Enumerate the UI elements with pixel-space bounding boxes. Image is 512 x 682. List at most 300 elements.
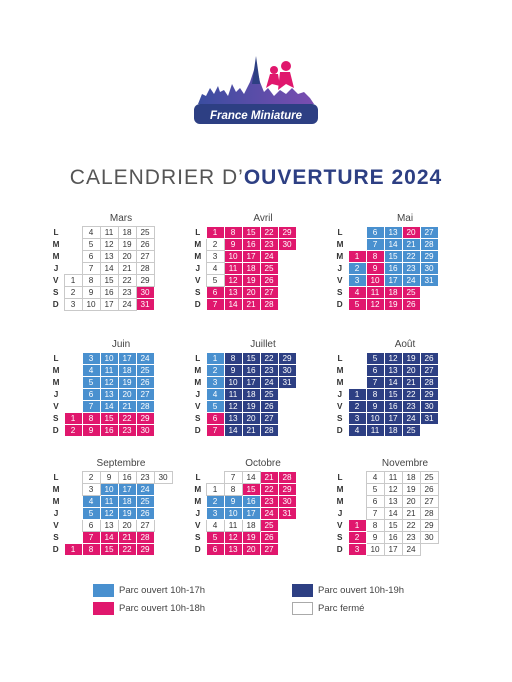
day-cell: 1: [348, 520, 366, 532]
week-row: [48, 472, 172, 484]
day-cell: 24: [260, 251, 278, 263]
day-cell: 26: [260, 532, 278, 544]
legend-swatch: [93, 602, 114, 615]
week-row: [190, 287, 296, 299]
week-row: [48, 389, 154, 401]
day-cell: 9: [366, 532, 384, 544]
day-cell: [348, 239, 366, 251]
weekday-label: D: [52, 426, 59, 435]
day-cell: [64, 472, 82, 484]
day-cell: 28: [420, 508, 438, 520]
day-cell: [64, 377, 82, 389]
day-cell: 26: [420, 353, 438, 365]
day-cell: 30: [420, 401, 438, 413]
day-cell: 2: [82, 472, 100, 484]
day-cell: [278, 299, 296, 311]
day-cell: 10: [100, 353, 118, 365]
day-cell: [278, 520, 296, 532]
day-cell: 4: [206, 520, 224, 532]
day-cell: 24: [136, 484, 154, 496]
legend-pink: Parc ouvert 10h-18h: [93, 602, 205, 615]
day-cell: 21: [118, 401, 136, 413]
day-cell: 15: [242, 484, 260, 496]
legend-swatch: [292, 602, 313, 615]
day-cell: 6: [366, 227, 384, 239]
day-cell: 7: [82, 532, 100, 544]
day-cell: [348, 353, 366, 365]
day-cell: 9: [224, 365, 242, 377]
month-name: Mars: [109, 213, 133, 224]
day-cell: 9: [100, 472, 118, 484]
day-cell: 8: [82, 275, 100, 287]
day-cell: 17: [242, 377, 260, 389]
day-cell: 13: [384, 496, 402, 508]
day-cell: 10: [224, 251, 242, 263]
day-cell: 31: [278, 508, 296, 520]
weekday-label: L: [337, 228, 343, 237]
day-cell: 17: [384, 275, 402, 287]
day-cell: [64, 263, 82, 275]
day-cell: 26: [136, 239, 154, 251]
day-cell: 16: [242, 239, 260, 251]
day-cell: 14: [384, 239, 402, 251]
day-cell: 15: [384, 520, 402, 532]
weekday-label: S: [195, 533, 201, 542]
day-cell: 27: [136, 389, 154, 401]
week-row: [190, 251, 296, 263]
week-row: [332, 413, 438, 425]
day-cell: 10: [366, 413, 384, 425]
day-cell: 4: [82, 496, 100, 508]
day-cell: 30: [136, 425, 154, 437]
day-cell: 13: [100, 520, 118, 532]
day-cell: 15: [242, 227, 260, 239]
week-row: [48, 299, 154, 311]
day-cell: 6: [366, 496, 384, 508]
day-cell: 22: [260, 484, 278, 496]
week-row: [190, 532, 296, 544]
week-row: [190, 520, 296, 532]
day-cell: 18: [118, 365, 136, 377]
week-row: [48, 287, 154, 299]
week-row: [48, 532, 172, 544]
day-cell: 10: [224, 377, 242, 389]
day-cell: 8: [224, 484, 242, 496]
day-cell: 23: [260, 365, 278, 377]
day-cell: 11: [100, 227, 118, 239]
day-cell: 23: [260, 239, 278, 251]
day-cell: 31: [420, 275, 438, 287]
day-cell: 11: [366, 425, 384, 437]
week-row: [48, 365, 154, 377]
day-cell: 8: [366, 251, 384, 263]
day-cell: 25: [136, 227, 154, 239]
month-name: Juin: [111, 339, 131, 350]
day-cell: 29: [420, 251, 438, 263]
day-cell: 27: [136, 251, 154, 263]
day-cell: 10: [366, 544, 384, 556]
week-row: [332, 365, 438, 377]
day-cell: 1: [64, 544, 82, 556]
week-row: [332, 353, 438, 365]
day-cell: 17: [384, 413, 402, 425]
day-cell: 2: [348, 263, 366, 275]
week-row: [190, 472, 296, 484]
day-cell: 3: [64, 299, 82, 311]
day-cell: 18: [242, 520, 260, 532]
day-cell: 16: [384, 532, 402, 544]
week-row: [332, 287, 438, 299]
day-cell: 20: [242, 544, 260, 556]
day-cell: 13: [100, 251, 118, 263]
day-cell: 21: [118, 532, 136, 544]
day-cell: 27: [260, 287, 278, 299]
day-cell: 9: [224, 239, 242, 251]
weekday-label: S: [337, 533, 343, 542]
day-cell: 8: [82, 544, 100, 556]
day-cell: 13: [384, 365, 402, 377]
day-cell: 28: [136, 401, 154, 413]
weekday-label: L: [53, 228, 59, 237]
day-cell: 12: [384, 353, 402, 365]
month-name: Mai: [396, 213, 414, 224]
day-cell: 26: [402, 299, 420, 311]
day-cell: 7: [366, 239, 384, 251]
day-cell: 7: [206, 299, 224, 311]
day-cell: 8: [224, 227, 242, 239]
day-cell: 3: [206, 377, 224, 389]
day-cell: 9: [366, 263, 384, 275]
month-novembre: [332, 457, 472, 556]
weekday-label: D: [52, 545, 59, 554]
weekday-label: M: [194, 366, 202, 375]
day-cell: 13: [384, 227, 402, 239]
day-cell: 29: [278, 484, 296, 496]
day-cell: 28: [136, 532, 154, 544]
weekday-label: M: [194, 497, 202, 506]
weekday-label: V: [53, 276, 59, 285]
weekday-label: M: [52, 497, 60, 506]
day-cell: 29: [420, 389, 438, 401]
day-cell: 6: [206, 544, 224, 556]
weekday-label: J: [337, 509, 343, 518]
day-cell: 19: [118, 239, 136, 251]
day-cell: 18: [384, 425, 402, 437]
day-cell: 22: [118, 413, 136, 425]
day-cell: 9: [366, 401, 384, 413]
day-cell: 1: [206, 353, 224, 365]
day-cell: 20: [118, 520, 136, 532]
day-cell: 24: [402, 544, 420, 556]
month-grid: [332, 471, 439, 556]
day-cell: 5: [348, 299, 366, 311]
day-cell: 3: [82, 353, 100, 365]
day-cell: 18: [118, 227, 136, 239]
week-row: [332, 263, 438, 275]
week-row: [190, 365, 296, 377]
week-row: [190, 299, 296, 311]
day-cell: [348, 508, 366, 520]
day-cell: 3: [82, 484, 100, 496]
day-cell: 14: [224, 299, 242, 311]
day-cell: 19: [242, 275, 260, 287]
day-cell: 11: [224, 263, 242, 275]
weekday-label: S: [337, 288, 343, 297]
day-cell: 12: [384, 484, 402, 496]
weekday-label: D: [336, 300, 343, 309]
day-cell: 22: [118, 275, 136, 287]
month-grid: [190, 471, 297, 556]
day-cell: 3: [348, 413, 366, 425]
day-cell: [64, 508, 82, 520]
day-cell: 20: [118, 389, 136, 401]
week-row: [48, 413, 154, 425]
week-row: [190, 496, 296, 508]
day-cell: 1: [348, 389, 366, 401]
day-cell: 1: [64, 275, 82, 287]
day-cell: [206, 472, 224, 484]
weekday-label: D: [52, 300, 59, 309]
day-cell: [348, 365, 366, 377]
week-row: [190, 275, 296, 287]
day-cell: 10: [82, 299, 100, 311]
day-cell: 21: [242, 425, 260, 437]
week-row: [190, 484, 296, 496]
day-cell: [64, 227, 82, 239]
day-cell: 4: [206, 263, 224, 275]
day-cell: 14: [100, 532, 118, 544]
day-cell: 29: [136, 275, 154, 287]
day-cell: 18: [242, 263, 260, 275]
weekday-label: S: [53, 288, 59, 297]
weekday-label: M: [194, 252, 202, 261]
week-row: [190, 227, 296, 239]
week-row: [48, 251, 154, 263]
day-cell: 24: [136, 353, 154, 365]
day-cell: 14: [100, 401, 118, 413]
day-cell: 26: [260, 401, 278, 413]
day-cell: 26: [136, 508, 154, 520]
week-row: [190, 389, 296, 401]
month-juin: [48, 338, 188, 437]
day-cell: 10: [100, 484, 118, 496]
day-cell: 5: [82, 508, 100, 520]
day-cell: [64, 401, 82, 413]
day-cell: 29: [278, 353, 296, 365]
day-cell: 29: [420, 520, 438, 532]
week-row: [190, 401, 296, 413]
day-cell: 7: [206, 425, 224, 437]
day-cell: [348, 227, 366, 239]
week-row: [332, 227, 438, 239]
day-cell: 5: [206, 532, 224, 544]
day-cell: 27: [420, 365, 438, 377]
weekday-label: S: [53, 414, 59, 423]
weekday-label: D: [336, 426, 343, 435]
day-cell: [278, 401, 296, 413]
day-cell: [278, 532, 296, 544]
month-avril: [190, 212, 330, 311]
day-cell: 7: [366, 377, 384, 389]
day-cell: 2: [206, 239, 224, 251]
day-cell: 27: [260, 413, 278, 425]
day-cell: [278, 544, 296, 556]
day-cell: 11: [100, 496, 118, 508]
day-cell: 23: [402, 532, 420, 544]
day-cell: 24: [118, 299, 136, 311]
weekday-label: V: [195, 402, 201, 411]
day-cell: 23: [402, 401, 420, 413]
day-cell: [64, 365, 82, 377]
day-cell: 21: [402, 508, 420, 520]
day-cell: 22: [402, 520, 420, 532]
day-cell: 12: [100, 239, 118, 251]
day-cell: 18: [242, 389, 260, 401]
day-cell: 22: [260, 227, 278, 239]
day-cell: 11: [224, 520, 242, 532]
legend-swatch: [292, 584, 313, 597]
day-cell: 17: [118, 484, 136, 496]
week-row: [332, 496, 438, 508]
day-cell: 15: [100, 275, 118, 287]
week-row: [190, 353, 296, 365]
weekday-label: L: [337, 473, 343, 482]
week-row: [48, 377, 154, 389]
day-cell: 13: [100, 389, 118, 401]
weekday-label: J: [195, 390, 201, 399]
weekday-label: S: [195, 414, 201, 423]
day-cell: 19: [118, 377, 136, 389]
month-septembre: [48, 457, 188, 556]
day-cell: 5: [366, 484, 384, 496]
day-cell: 25: [420, 472, 438, 484]
day-cell: 19: [384, 299, 402, 311]
weekday-label: S: [53, 533, 59, 542]
day-cell: 27: [260, 544, 278, 556]
week-row: [48, 496, 172, 508]
weekday-label: J: [53, 390, 59, 399]
day-cell: [64, 251, 82, 263]
day-cell: 11: [224, 389, 242, 401]
weekday-label: M: [194, 485, 202, 494]
week-row: [190, 425, 296, 437]
weekday-label: L: [195, 473, 201, 482]
day-cell: 17: [242, 251, 260, 263]
day-cell: 11: [366, 287, 384, 299]
day-cell: [420, 425, 438, 437]
day-cell: 28: [260, 299, 278, 311]
day-cell: 6: [206, 287, 224, 299]
day-cell: 20: [402, 227, 420, 239]
day-cell: 16: [100, 287, 118, 299]
month-name: Septembre: [96, 458, 146, 469]
week-row: [48, 275, 154, 287]
month-grid: [190, 226, 297, 311]
day-cell: [64, 484, 82, 496]
day-cell: 30: [420, 263, 438, 275]
weekday-label: J: [53, 509, 59, 518]
week-row: [48, 425, 154, 437]
weekday-label: J: [195, 509, 201, 518]
day-cell: [64, 239, 82, 251]
day-cell: 6: [82, 251, 100, 263]
weekday-label: M: [52, 485, 60, 494]
day-cell: 2: [348, 532, 366, 544]
day-cell: 25: [136, 365, 154, 377]
weekday-label: V: [337, 521, 343, 530]
day-cell: 7: [224, 472, 242, 484]
day-cell: 24: [402, 413, 420, 425]
day-cell: 5: [366, 353, 384, 365]
month-name: Août: [394, 339, 416, 350]
week-row: [332, 389, 438, 401]
day-cell: 25: [402, 425, 420, 437]
day-cell: 21: [260, 472, 278, 484]
weekday-label: D: [194, 300, 201, 309]
day-cell: 29: [136, 413, 154, 425]
day-cell: 19: [402, 353, 420, 365]
day-cell: 4: [82, 227, 100, 239]
day-cell: 17: [242, 508, 260, 520]
day-cell: 2: [206, 365, 224, 377]
day-cell: [348, 484, 366, 496]
day-cell: 1: [348, 251, 366, 263]
day-cell: 12: [224, 401, 242, 413]
day-cell: 14: [100, 263, 118, 275]
day-cell: 8: [366, 520, 384, 532]
day-cell: 4: [348, 287, 366, 299]
day-cell: 21: [118, 263, 136, 275]
day-cell: 22: [260, 353, 278, 365]
weekday-label: L: [53, 473, 59, 482]
day-cell: [64, 353, 82, 365]
day-cell: 1: [64, 413, 82, 425]
day-cell: 28: [278, 472, 296, 484]
legend-swatch: [93, 584, 114, 597]
day-cell: 4: [348, 425, 366, 437]
day-cell: 9: [82, 287, 100, 299]
day-cell: 21: [402, 239, 420, 251]
day-cell: 9: [224, 496, 242, 508]
week-row: [332, 239, 438, 251]
day-cell: 10: [224, 508, 242, 520]
day-cell: 28: [420, 239, 438, 251]
day-cell: 28: [136, 263, 154, 275]
day-cell: 12: [366, 299, 384, 311]
day-cell: 19: [242, 401, 260, 413]
day-cell: 1: [206, 484, 224, 496]
day-cell: 23: [118, 287, 136, 299]
day-cell: 13: [224, 544, 242, 556]
day-cell: 20: [242, 287, 260, 299]
day-cell: 22: [402, 389, 420, 401]
week-row: [190, 544, 296, 556]
day-cell: 21: [402, 377, 420, 389]
day-cell: 14: [384, 508, 402, 520]
weekday-label: V: [53, 402, 59, 411]
day-cell: [278, 287, 296, 299]
day-cell: 19: [402, 484, 420, 496]
day-cell: 11: [384, 472, 402, 484]
day-cell: [278, 251, 296, 263]
day-cell: 14: [224, 425, 242, 437]
day-cell: 24: [260, 377, 278, 389]
day-cell: 16: [242, 365, 260, 377]
day-cell: 30: [420, 532, 438, 544]
weekday-label: L: [195, 354, 201, 363]
day-cell: 31: [278, 377, 296, 389]
month-name: Octobre: [245, 458, 281, 469]
